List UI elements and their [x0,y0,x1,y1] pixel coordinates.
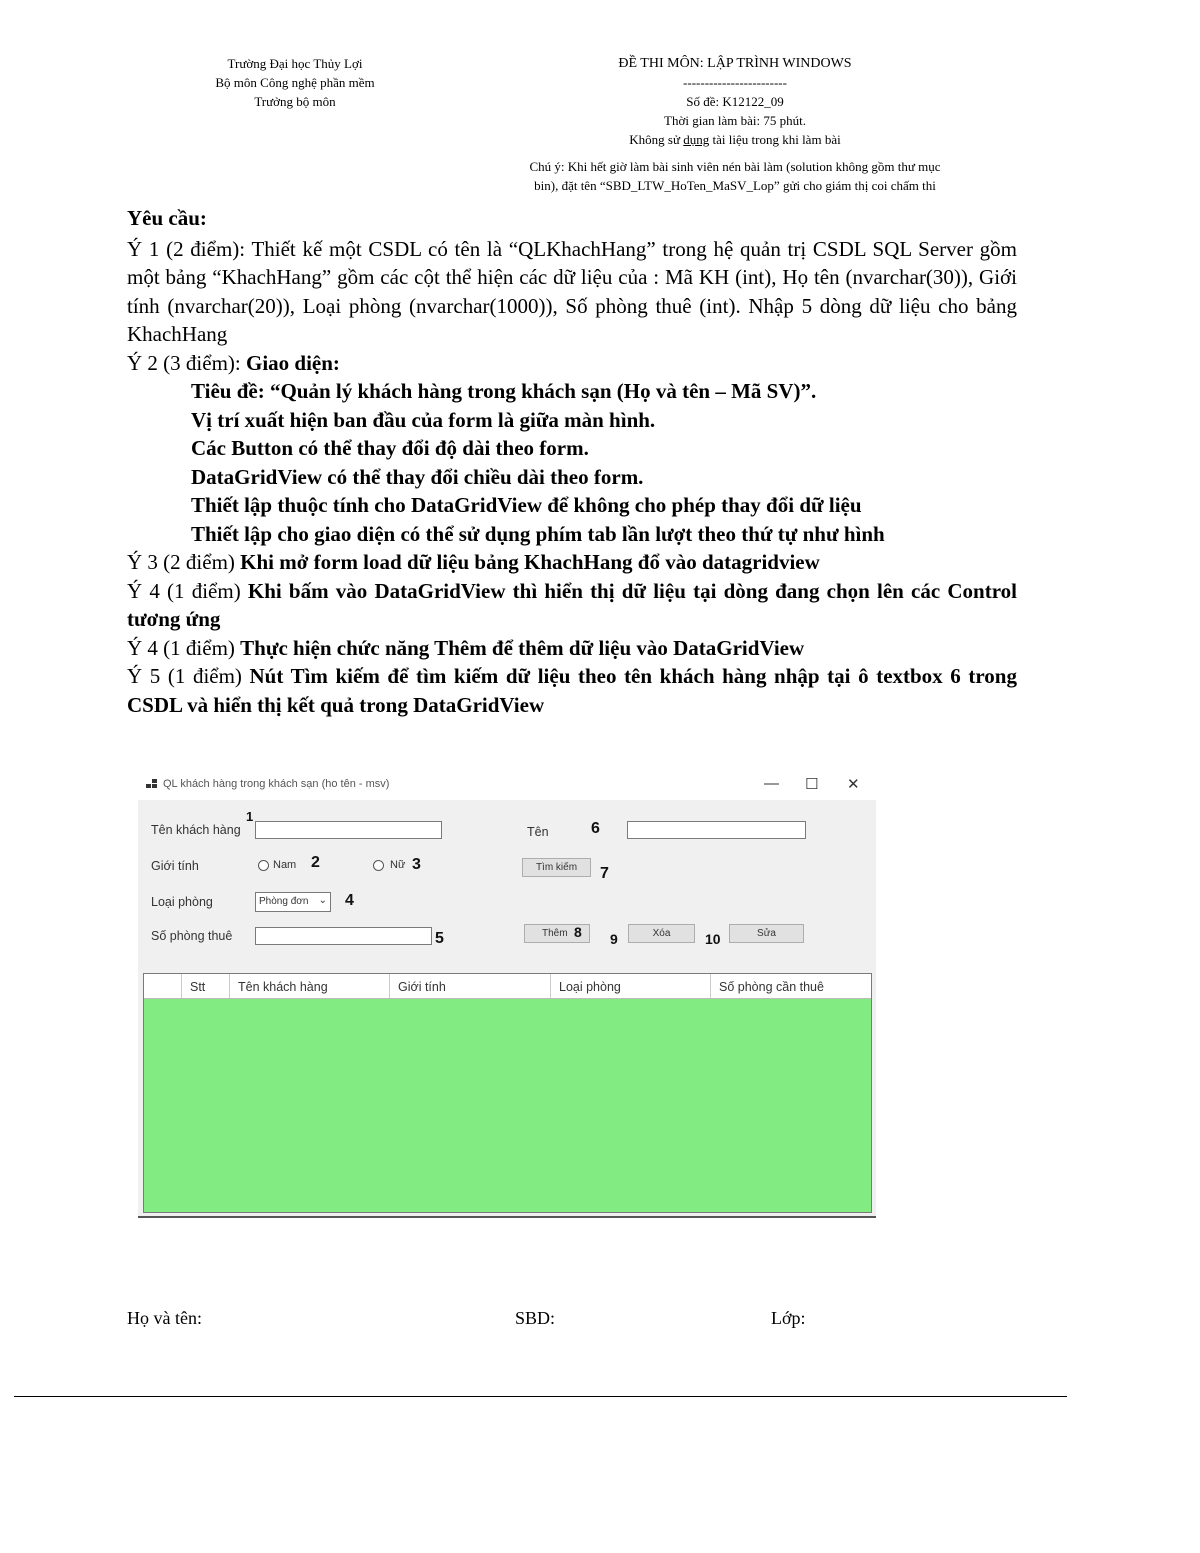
radio-female-label: Nữ [390,859,406,871]
radio-female[interactable] [373,860,384,871]
requirements-heading: Yêu cầu: [127,206,207,230]
marker-7: 7 [600,865,609,882]
grid-row-header-corner [144,974,181,998]
requirement-4a: Ý 4 (1 điểm) Khi bấm vào DataGridView thì hiển thị dữ liệu tại dòng đang chọn lên các Control tương ứng [127,578,1017,631]
requirement-1: Ý 1 (2 điểm): Thiết kế một CSDL có tên là “QLKhachHang” trong hệ quản trị CSDL SQL Server gồm một bảng “KhachHang” gồm các cột thể hiện các dữ liệu của : Mã KH (int), Họ tên (nvarchar(30)), Giới tính (nvarchar(20)), Loại phòng (nvarchar(1000)), Số phòng thuê (int). Nhập 5 dòng dữ liệu cho bảng KhachHang [127,236,1017,346]
label-search-name: Tên [527,825,549,839]
requirement-2-item: Các Button có thể thay đổi độ dài theo form. [191,436,589,460]
window-titlebar [138,770,876,800]
grid-column-header[interactable]: Stt [181,974,229,998]
footer-divider [14,1396,1067,1397]
head-of-department: Trưởng bộ môn [254,94,336,109]
grid-column-header[interactable]: Giới tính [389,974,550,998]
label-customer-name: Tên khách hàng [151,823,241,837]
radio-male-label: Nam [273,859,297,871]
delete-button[interactable]: Xóa [628,924,695,943]
requirement-2-item: Thiết lập thuộc tính cho DataGridView để không cho phép thay đổi dữ liệu [191,493,862,517]
grid-column-header[interactable]: Tên khách hàng [229,974,389,998]
form-screenshot [138,770,876,1218]
exam-rule: Không sử dụng tài liệu trong khi làm bài [629,132,841,147]
requirement-3: Ý 3 (2 điểm) Khi mở form load dữ liệu bảng KhachHang đổ vào datagridview [127,550,820,574]
marker-10: 10 [705,931,721,947]
room-type-select[interactable]: Phòng đơn ⌄ [255,892,331,912]
exam-code: Số đề: K12122_09 [686,94,784,109]
minimize-icon[interactable]: — [764,775,779,792]
radio-male[interactable] [258,860,269,871]
marker-4: 4 [345,892,354,909]
marker-8: 8 [574,924,582,940]
grid-column-header[interactable]: Số phòng cần thuê [710,974,871,998]
grid-header [144,974,871,999]
exam-header [475,54,995,195]
marker-2: 2 [311,854,320,871]
app-icon [146,779,158,789]
marker-9: 9 [610,931,618,947]
sbd-label: SBD: [515,1308,556,1328]
school-name: Trường Đại học Thủy Lợi [227,56,363,71]
room-count-input[interactable] [255,927,432,945]
student-name-label: Họ và tên: [127,1308,202,1328]
school-header [170,54,420,111]
requirement-2-item: DataGridView có thể thay đổi chiều dài theo form. [191,464,644,489]
search-name-input[interactable] [627,821,806,839]
exam-title: ĐỀ THI MÔN: LẬP TRÌNH WINDOWS [618,56,852,71]
marker-3: 3 [412,856,421,873]
marker-6: 6 [591,820,600,837]
requirement-2-item: Thiết lập cho giao diện có thể sử dụng phím tab lần lượt theo thứ tự như hình [191,521,885,546]
class-label: Lớp: [771,1308,806,1328]
requirement-5: Ý 5 (1 điểm) Nút Tìm kiếm để tìm kiếm dữ liệu theo tên khách hàng nhập tại ô textbox 6 trong CSDL và hiển thị kết quả trong DataGridView [127,664,1017,717]
chevron-down-icon: ⌄ [318,895,327,906]
grid-column-header[interactable]: Loại phòng [550,974,710,998]
marker-1: 1 [246,809,254,824]
department-name: Bộ môn Công nghệ phần mềm [215,75,375,90]
header-separator: ------------------------ [683,75,787,90]
exam-note: Chú ý: Khi hết giờ làm bài sinh viên nén bài làm (solution không gồm thư mục bin), đặt tên “SBD_LTW_HoTen_MaSV_Lop” gửi cho giám thị coi chấm thi [529,159,941,193]
requirement-2-item: Tiêu đề: “Quản lý khách hàng trong khách sạn (Họ và tên – Mã SV)”. [191,379,817,403]
requirement-2-item: Vị trí xuất hiện ban đầu của form là giữa màn hình. [191,407,656,432]
customer-name-input[interactable] [255,821,442,839]
add-button[interactable]: Thêm [524,924,590,943]
label-gender: Giới tính [151,859,199,873]
label-room-count: Số phòng thuê [151,929,233,943]
marker-5: 5 [435,930,444,947]
requirement-2: Ý 2 (3 điểm): Giao diện: [127,350,340,375]
requirement-4b: Ý 4 (1 điểm) Thực hiện chức năng Thêm để thêm dữ liệu vào DataGridView [127,635,805,660]
close-icon[interactable]: ✕ [847,776,860,793]
requirements-section [127,204,1017,719]
search-button[interactable]: Tìm kiếm [522,858,591,877]
exam-duration: Thời gian làm bài: 75 phút. [664,113,806,128]
window-title: QL khách hàng trong khách sạn (ho tên - msv) [163,778,390,790]
maximize-icon[interactable]: ☐ [805,776,819,793]
edit-button[interactable]: Sửa [729,924,804,943]
label-room-type: Loại phòng [151,895,213,909]
customer-datagrid[interactable] [143,973,872,1213]
